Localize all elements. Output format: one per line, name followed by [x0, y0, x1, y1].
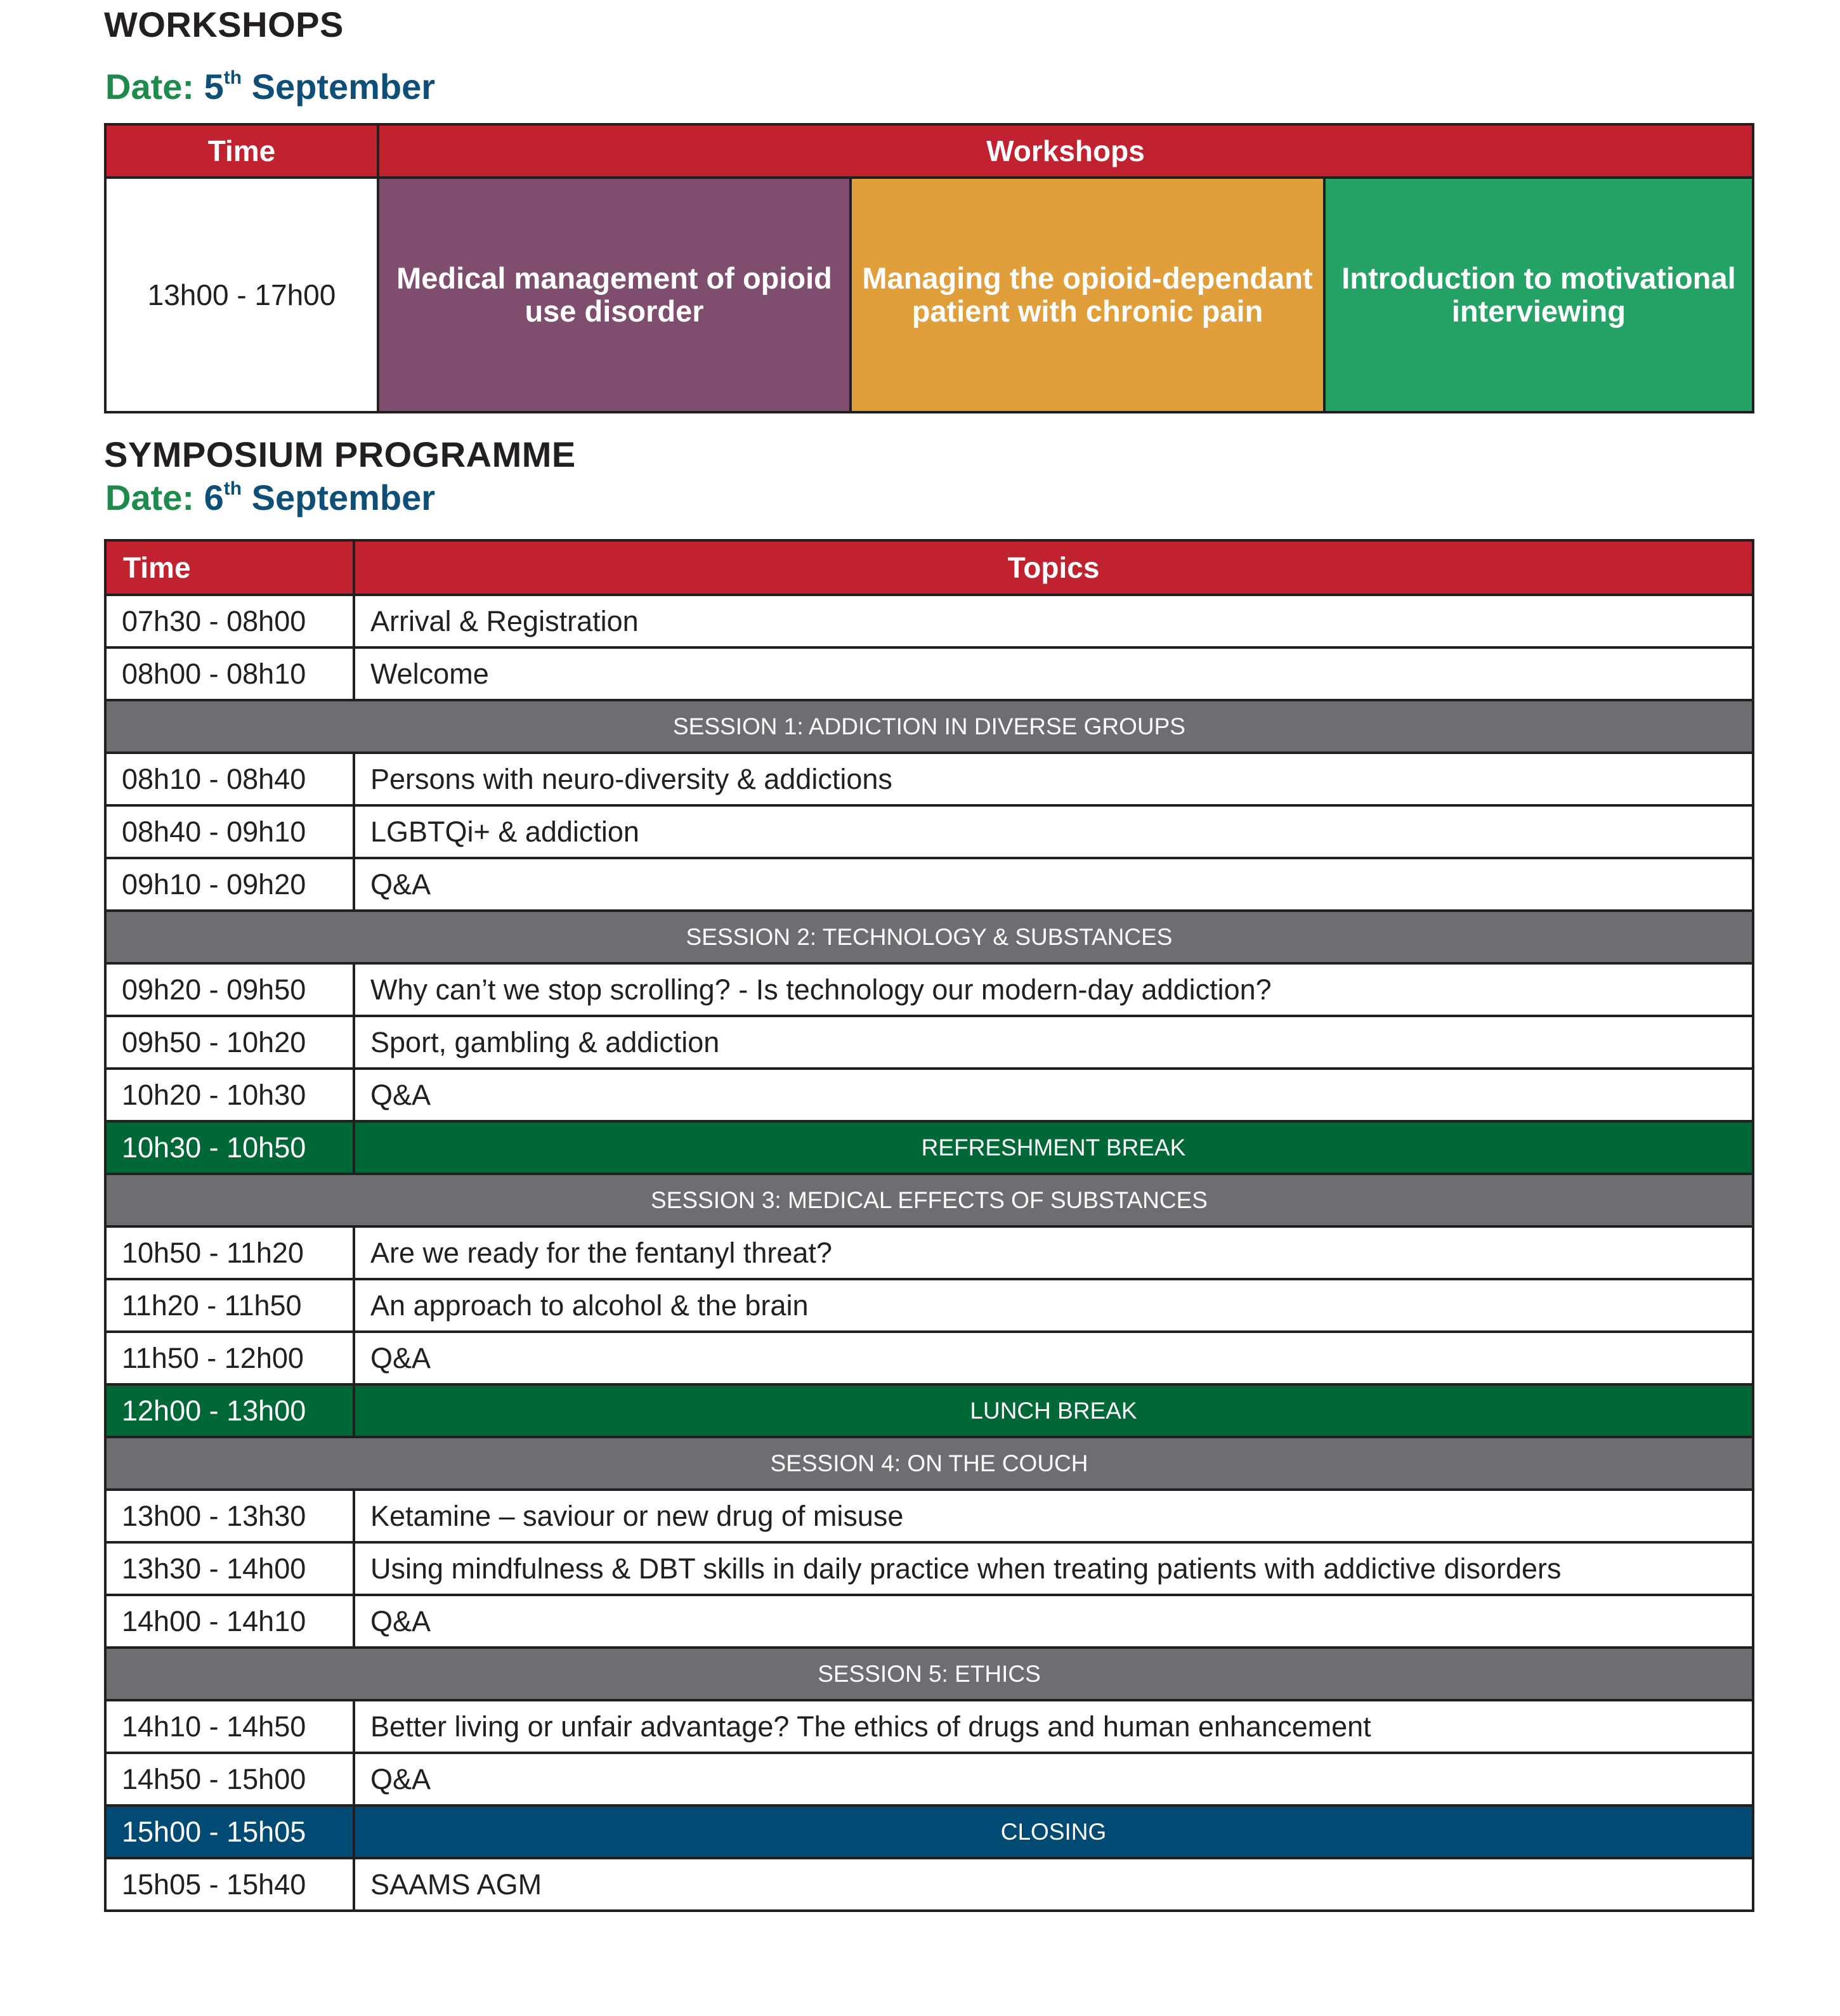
header-time: Time [105, 124, 378, 178]
session-title: SESSION 4: ON THE COUCH [105, 1437, 1753, 1490]
programme-heading: SYMPOSIUM PROGRAMME [104, 434, 576, 474]
row-time: 13h00 - 13h30 [105, 1490, 354, 1542]
session-row [105, 1437, 1753, 1490]
table-row [105, 1595, 1753, 1648]
row-topic: Welcome [354, 647, 1753, 700]
break-row [105, 1384, 1753, 1437]
table-row [105, 1700, 1753, 1753]
workshop-cell: Managing the opioid-dependant patient with chronic pain [851, 178, 1324, 412]
workshop-time: 13h00 - 17h00 [105, 178, 378, 412]
session-row [105, 1648, 1753, 1700]
row-topic: REFRESHMENT BREAK [354, 1121, 1753, 1174]
table-row [105, 805, 1753, 858]
row-time: 10h20 - 10h30 [105, 1069, 354, 1121]
row-topic: Q&A [354, 1332, 1753, 1384]
row-time: 11h20 - 11h50 [105, 1279, 354, 1332]
table-row [105, 1858, 1753, 1911]
row-time: 13h30 - 14h00 [105, 1542, 354, 1595]
programme-date [105, 477, 435, 518]
row-topic: Q&A [354, 1753, 1753, 1805]
table-row [105, 1069, 1753, 1121]
workshops-header-row [105, 124, 1753, 178]
table-row [105, 1753, 1753, 1805]
table-row [105, 963, 1753, 1016]
table-row [105, 1332, 1753, 1384]
row-time: 09h50 - 10h20 [105, 1016, 354, 1069]
date-month: September [251, 478, 436, 517]
date-label: Date: [105, 67, 195, 107]
workshops-row [105, 178, 1753, 412]
table-row [105, 753, 1753, 805]
row-topic: SAAMS AGM [354, 1858, 1753, 1911]
table-row [105, 595, 1753, 647]
table-row [105, 1279, 1753, 1332]
row-time: 11h50 - 12h00 [105, 1332, 354, 1384]
row-time: 14h50 - 15h00 [105, 1753, 354, 1805]
workshop-cell: Introduction to motivational interviewing [1324, 178, 1753, 412]
programme-header-row [105, 540, 1753, 595]
session-title: SESSION 3: MEDICAL EFFECTS OF SUBSTANCES [105, 1174, 1753, 1226]
row-topic: Using mindfulness & DBT skills in daily practice when treating patients with addictive disorders [354, 1542, 1753, 1595]
row-time: 07h30 - 08h00 [105, 595, 354, 647]
header-topics: Topics [354, 540, 1753, 595]
session-row [105, 700, 1753, 753]
break-row [105, 1121, 1753, 1174]
session-title: SESSION 2: TECHNOLOGY & SUBSTANCES [105, 911, 1753, 963]
table-row [105, 1490, 1753, 1542]
row-time: 09h20 - 09h50 [105, 963, 354, 1016]
row-topic: LGBTQi+ & addiction [354, 805, 1753, 858]
workshops-table [104, 123, 1754, 413]
row-topic: Q&A [354, 1595, 1753, 1648]
row-topic: Persons with neuro-diversity & addictions [354, 753, 1753, 805]
session-title: SESSION 1: ADDICTION IN DIVERSE GROUPS [105, 700, 1753, 753]
row-time: 08h00 - 08h10 [105, 647, 354, 700]
table-row [105, 1016, 1753, 1069]
row-topic: Sport, gambling & addiction [354, 1016, 1753, 1069]
row-time: 10h30 - 10h50 [105, 1121, 354, 1174]
row-time: 08h10 - 08h40 [105, 753, 354, 805]
row-time: 10h50 - 11h20 [105, 1226, 354, 1279]
row-topic: Ketamine – saviour or new drug of misuse [354, 1490, 1753, 1542]
table-row [105, 858, 1753, 911]
workshop-cell: Medical management of opioid use disorder [378, 178, 851, 412]
row-time: 12h00 - 13h00 [105, 1384, 354, 1437]
date-month: September [251, 67, 436, 107]
row-topic: Are we ready for the fentanyl threat? [354, 1226, 1753, 1279]
table-row [105, 1226, 1753, 1279]
session-row [105, 1174, 1753, 1226]
programme-body [105, 595, 1753, 1911]
table-row [105, 1542, 1753, 1595]
session-title: SESSION 5: ETHICS [105, 1648, 1753, 1700]
closing-row [105, 1805, 1753, 1858]
date-day: 5th [204, 67, 242, 107]
date-label: Date: [105, 478, 195, 517]
row-time: 14h10 - 14h50 [105, 1700, 354, 1753]
date-day: 6th [204, 478, 242, 517]
row-topic: Q&A [354, 858, 1753, 911]
row-topic: Q&A [354, 1069, 1753, 1121]
row-topic: An approach to alcohol & the brain [354, 1279, 1753, 1332]
row-topic: LUNCH BREAK [354, 1384, 1753, 1437]
programme-table [104, 539, 1754, 1912]
row-topic: Why can’t we stop scrolling? - Is technology our modern-day addiction? [354, 963, 1753, 1016]
row-time: 15h00 - 15h05 [105, 1805, 354, 1858]
row-topic: CLOSING [354, 1805, 1753, 1858]
row-time: 08h40 - 09h10 [105, 805, 354, 858]
header-workshops: Workshops [378, 124, 1753, 178]
row-time: 14h00 - 14h10 [105, 1595, 354, 1648]
workshops-date [105, 66, 435, 107]
row-time: 15h05 - 15h40 [105, 1858, 354, 1911]
row-topic: Better living or unfair advantage? The ethics of drugs and human enhancement [354, 1700, 1753, 1753]
header-time: Time [105, 540, 354, 595]
table-row [105, 647, 1753, 700]
row-topic: Arrival & Registration [354, 595, 1753, 647]
session-row [105, 911, 1753, 963]
workshops-heading: WORKSHOPS [104, 4, 344, 44]
row-time: 09h10 - 09h20 [105, 858, 354, 911]
